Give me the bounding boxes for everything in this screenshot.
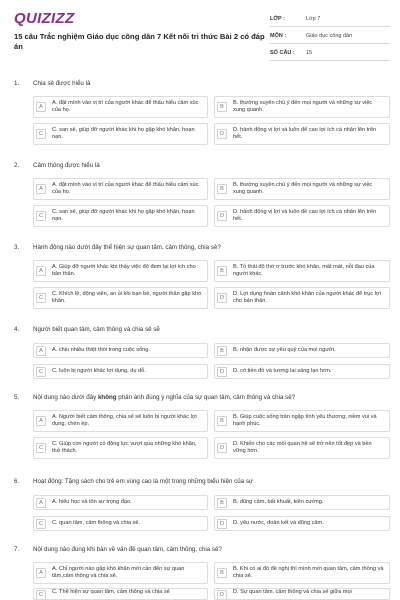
option-text: A. Người biết cảm thông, chia sẻ sẽ luôn bị người khác lợi dụng, chèn ép. bbox=[52, 414, 197, 427]
option-text: D. Khiến cho các mối quan hệ sẽ trở nên tốt đẹp và bền vững hơn. bbox=[233, 441, 372, 454]
option-b[interactable] bbox=[214, 410, 390, 432]
option-text: A. Giúp đỡ người khác khi thấy việc đó đem lại lợi ích cho bản thân. bbox=[52, 264, 196, 277]
option-text: C. Thể hiện sự quan tâm, cảm thông và chia sẻ bbox=[52, 589, 170, 595]
option-text: D. Lợi dụng hoàn cảnh khó khăn của người khác để trục lợi cho bản thân. bbox=[233, 291, 381, 304]
option-text: A. Chỉ người nào gặp khó khăn mới cần đến sự quan tâm,cảm thông và chia sẻ. bbox=[52, 566, 185, 579]
option-letter: B bbox=[217, 102, 227, 112]
option-text: B. thường xuyên chú ý đến mọi người và những sự việc xung quanh. bbox=[233, 100, 373, 113]
meta-value: 15 bbox=[306, 50, 313, 56]
option-text: C. Khích lệ, động viên, an ủi khi bạn bè, người thân gặp khó khăn. bbox=[52, 291, 202, 304]
option-letter: A bbox=[36, 102, 46, 112]
option-letter: D bbox=[217, 519, 227, 529]
option-text: D. Sự quan tâm, cảm thông và chia sẻ giữa mọi bbox=[233, 589, 352, 595]
option-b[interactable] bbox=[214, 343, 390, 358]
question-text-part: phản ánh đúng ý nghĩa của sự quan tâm, cảm thông và chia sẻ? bbox=[116, 394, 296, 401]
meta-row-count bbox=[270, 46, 390, 61]
option-text: C. quan tâm, cảm thông và chia sẻ. bbox=[52, 520, 140, 526]
question-text: Chia sẻ được hiểu là bbox=[33, 80, 91, 87]
question-text: Nội dung nào đúng khi bàn về vấn đề quan tâm, cảm thông, chia sẻ? bbox=[33, 546, 222, 553]
option-text: D. hành động vị lợi và luôn để cao lợi ích cá nhân lên trên hết. bbox=[233, 127, 377, 140]
question-text-part: Nội dung nào dưới đây bbox=[33, 394, 98, 401]
question-number: 4. bbox=[14, 326, 20, 333]
question-text bbox=[33, 394, 383, 402]
option-text: B. Tỏ thái độ thờ ơ trước khó khăn, mất mát, nỗi đau của người khác. bbox=[233, 264, 375, 277]
option-text: A. chịu nhiều thiệt thòi trong cuộc sống. bbox=[52, 347, 150, 353]
option-letter: B bbox=[217, 568, 227, 578]
option-b[interactable] bbox=[214, 260, 390, 282]
option-letter: B bbox=[217, 184, 227, 194]
question-number: 7. bbox=[14, 546, 20, 553]
option-letter: A bbox=[36, 346, 46, 356]
question-number: 5. bbox=[14, 394, 20, 401]
option-d[interactable] bbox=[214, 516, 390, 531]
option-c[interactable] bbox=[33, 437, 208, 459]
option-letter: A bbox=[36, 568, 46, 578]
meta-label: SỐ CÂU : bbox=[270, 50, 295, 56]
option-text: A. hiếu học và tôn sư trọng đạo. bbox=[52, 499, 132, 505]
meta-label: MÔN : bbox=[270, 33, 287, 39]
option-text: C. Giúp con người có động lực vượt qua những khó khăn, thử thách. bbox=[52, 441, 197, 454]
option-d[interactable] bbox=[214, 287, 390, 309]
question-number: 2. bbox=[14, 162, 20, 169]
option-text: C. san sẻ, giúp đỡ người khác khi họ gặp khó khăn, hoạn nạn. bbox=[52, 209, 195, 222]
option-letter: C bbox=[36, 211, 46, 221]
option-a[interactable] bbox=[33, 96, 208, 118]
option-c[interactable] bbox=[33, 205, 208, 227]
option-letter: A bbox=[36, 184, 46, 194]
option-letter: D bbox=[217, 590, 227, 600]
option-text: C. luôn bị người khác lợi dụng, dụ dỗ. bbox=[52, 368, 146, 374]
option-letter: B bbox=[217, 416, 227, 426]
option-b[interactable] bbox=[214, 562, 390, 584]
option-text: D. hành động vị lợi và luôn đề cao lợi ích cá nhân lên trên hết. bbox=[233, 209, 377, 222]
option-text: D. có tiền đồ và tương lai sáng lạn hơn. bbox=[233, 368, 332, 374]
quizizz-logo: QUIZIZZ bbox=[14, 10, 75, 27]
option-c[interactable] bbox=[33, 123, 208, 145]
option-a[interactable] bbox=[33, 178, 208, 200]
meta-value: Lớp 7 bbox=[306, 16, 321, 22]
question-number: 3. bbox=[14, 244, 20, 251]
question-number: 1. bbox=[14, 80, 20, 87]
option-letter: D bbox=[217, 129, 227, 139]
option-letter: D bbox=[217, 211, 227, 221]
question-text: Hoạt động: Tặng sách cho trẻ em vùng cao là một trong những biểu hiện của sự bbox=[33, 478, 254, 485]
option-letter: C bbox=[36, 443, 46, 453]
question-number: 6. bbox=[14, 478, 20, 485]
worksheet-meta bbox=[270, 12, 390, 63]
option-a[interactable] bbox=[33, 562, 208, 584]
option-letter: C bbox=[36, 590, 46, 600]
option-letter: B bbox=[217, 266, 227, 276]
option-letter: D bbox=[217, 443, 227, 453]
option-d[interactable] bbox=[214, 364, 390, 379]
option-letter: A bbox=[36, 416, 46, 426]
meta-row-subject bbox=[270, 29, 390, 44]
option-c[interactable] bbox=[33, 516, 208, 531]
option-letter: B bbox=[217, 498, 227, 508]
option-a[interactable] bbox=[33, 260, 208, 282]
worksheet-header bbox=[0, 0, 400, 62]
option-letter: A bbox=[36, 498, 46, 508]
meta-value: Giáo dục công dân bbox=[306, 33, 353, 39]
option-letter: D bbox=[217, 367, 227, 377]
option-text: B. nhận được sự yêu quý của mọi người. bbox=[233, 347, 336, 353]
question-text: Cảm thông được hiểu là bbox=[33, 162, 100, 169]
option-text: A. đặt mình vào vị trí của người khác để thấu hiểu cảm xúc của họ. bbox=[52, 100, 199, 113]
option-c[interactable] bbox=[33, 364, 208, 379]
option-c[interactable] bbox=[33, 588, 208, 600]
option-letter: A bbox=[36, 266, 46, 276]
option-letter: C bbox=[36, 293, 46, 303]
question-emphasis: không bbox=[97, 394, 117, 401]
option-text: D. yêu nước, đoàn kết và dũng cảm. bbox=[233, 520, 324, 526]
option-letter: B bbox=[217, 346, 227, 356]
option-d[interactable] bbox=[214, 123, 390, 145]
option-text: B. dũng cảm, bất khuất, kiên cường. bbox=[233, 499, 324, 505]
question-text: Hành động nào dưới đây thể hiện sự quan tâm, cảm thông, chia sẻ? bbox=[33, 244, 221, 251]
option-d[interactable] bbox=[214, 588, 390, 600]
option-b[interactable] bbox=[214, 495, 390, 510]
option-d[interactable] bbox=[214, 437, 390, 459]
option-text: C. san sẻ, giúp đỡ người khác khi họ gặp khó khăn, hoạn nạn. bbox=[52, 127, 195, 140]
option-a[interactable] bbox=[33, 495, 208, 510]
option-c[interactable] bbox=[33, 287, 208, 309]
option-letter: C bbox=[36, 129, 46, 139]
question-text: Người biết quan tâm, cảm thông và chia sẻ sẽ bbox=[33, 326, 160, 333]
option-letter: C bbox=[36, 367, 46, 377]
option-text: A. đặt mình vào vị trí của người khác để thấu hiểu cảm xúc của họ. bbox=[52, 182, 199, 195]
option-text: B. thường xuyên chú ý đến mọi người và những sự việc xung quanh. bbox=[233, 182, 373, 195]
option-a[interactable] bbox=[33, 410, 208, 432]
option-d[interactable] bbox=[214, 205, 390, 227]
option-b[interactable] bbox=[214, 96, 390, 118]
worksheet-title: 15 câu Trắc nghiệm Giáo dục công dân 7 Kết nối tri thức Bài 2 có đáp án bbox=[14, 32, 265, 51]
option-text: B. Khi có ai đó đề nghị thì mình mới quan tâm, cảm thông và chia sẻ. bbox=[233, 566, 384, 579]
option-text: B. Giúp cuộc sống tràn ngập tình yêu thương, niềm vui và hạnh phúc. bbox=[233, 414, 377, 427]
option-letter: C bbox=[36, 519, 46, 529]
option-a[interactable] bbox=[33, 343, 208, 358]
option-letter: D bbox=[217, 293, 227, 303]
meta-row-grade bbox=[270, 12, 390, 27]
meta-label: LỚP : bbox=[270, 16, 285, 22]
option-b[interactable] bbox=[214, 178, 390, 200]
